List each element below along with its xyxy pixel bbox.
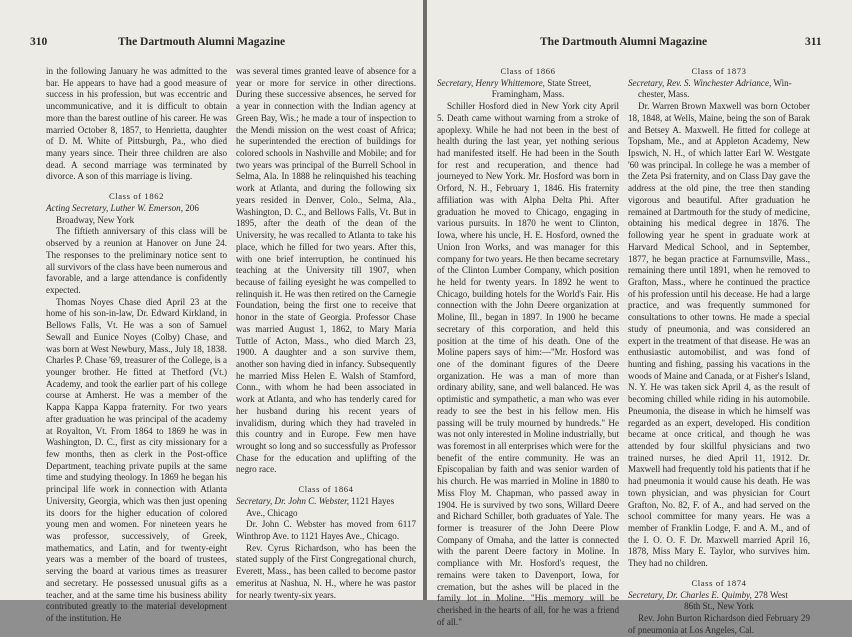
paragraph: Rev. Cyrus Richardson, who has been the stated supply of the First Congregational church, Everett, Mass., has been called to become pastor emeritus at Nashua, N. H., where he was pastor for nearly twenty-six years.	[236, 542, 416, 600]
secretary-line-1862	[46, 203, 227, 215]
paragraph: The fiftieth anniversary of this class will be observed by a reunion at Hanover on June 24. The responses to the preliminary notice sent to all survivors of the class have been numerous and favorable, and a large attendance is confidently expected.	[46, 226, 227, 295]
right-page	[427, 0, 852, 635]
paragraph: Schiller Hosford died in New York city April 5. Death came without warning from a stroke of apoplexy. While he had not been in the best of health during the last year, yet nothing serious had manifested itself. He had been in the South for rest and recuperation, and thence had journeyed to New York. Mr. Hosford was born in Orford, N. H., February 1, 1846. His fraternity affiliation was with Alpha Delta Phi. After graduation he moved to Chicago, engaging in various pursuits. In 1870 he went to Clinton, Iowa, where his uncle, H. E. Hosford, owned the Union Iron Works, and was manager for this company for two years. He then became secretary of the Clinton Lumber Company, which position he held for twenty years. In 1892 he went to Chicago, building hotels for the World's Fair. His connection with the John Deere organization at Moline, Ill., began in 1897. In 1900 he became secretary of this corporation, and held this position at the time of his death. One of the Moline papers says of him:—"Mr. Hosford was one of the dominant figures of the Deere organization. He was a man of more than ordinary ability, sane, and well balanced. He was optimistic and sympathetic, a man who was ever ready to see the best in his fellow men. His passing will be truly mourned by hundreds." He was not only interested in Moline industrially, but was foremost in all enterprises which were for the benefit of the entire community. He was an Episcopalian by faith and was senior warden of his church. He was married in Moline in 1880 to Miss Floy M. Chapman, who passed away in 1904. He is survived by two sons, Willard Deere and Richard Schiller, both graduates of Yale. The former is treasurer of the John Deere Plow Company of Omaha, and the latter is connected with the parent Deere factory in Moline. In compliance with Mr. Hosford's request, the remains were taken to Davenport, Iowa, for cremation, but the ashes will be placed in the family lot in Moline. "His memory will be cherished in the hearts of all, for he was a friend of all."	[437, 101, 619, 627]
right-column-2	[628, 66, 810, 637]
secretary-name: Acting Secretary, Luther W. Emerson,	[46, 202, 183, 213]
secretary-line-1873	[628, 78, 810, 90]
left-page	[0, 0, 423, 624]
left-column-2	[236, 66, 416, 601]
secretary-address: 278 West	[751, 589, 788, 600]
secretary-line-1864	[236, 496, 416, 508]
secretary-name: Secretary, Rev. S. Winchester Adriance,	[628, 77, 772, 88]
class-heading-1864: Class of 1864	[298, 484, 354, 495]
left-running-title: The Dartmouth Alumni Magazine	[118, 36, 286, 48]
secretary-address: 1121 Hayes	[349, 495, 395, 506]
secretary-address-line: Broadway, New York	[56, 214, 135, 225]
secretary-name: Secretary, Dr. Charles E. Quimby,	[628, 589, 752, 600]
class-heading-1862: Class of 1862	[108, 191, 165, 202]
secretary-name: Secretary, Dr. John C. Webster,	[236, 495, 349, 506]
secretary-address: State Street,	[544, 77, 592, 88]
class-heading-1873: Class of 1873	[691, 66, 747, 76]
secretary-address-line: Framingham, Mass.	[491, 89, 565, 100]
left-column-1	[46, 66, 227, 625]
secretary-name: Secretary, Henry Whittemore,	[437, 77, 545, 88]
paragraph: Dr. Warren Brown Maxwell was born October 18, 1848, at Wells, Maine, being the son of Barak and Betsey A. Maxwell. He fitted for college at Topsham, Me., and at Appleton Academy, New Ipswich, N. H., of which latter Earl W. Westgate '60 was principal. In college he was a member of the Zeta Psi fraternity, and on Class Day gave the address at the old pine, the tree then standing vigorous and beautiful. After graduation he remained at Dartmouth for the study of medicine, obtaining his medical degree in 1876. The following year he spent in graduate work at Harvard Medical School, and in September, 1877, he began practice at Farnumsville, Mass., remaining there until 1891, when he removed to Grafton, Mass., where he continued the practice of his profession until his decease. He had a large practice, and was frequently summoned for consultations to other towns. He made a special study of pneumonia, and was considered an expert in the treatment of that disease. He was an enthusiastic automobilist, and was fond of hunting and fishing, passing his vacations in the woods of Maine and Canada, or at Fisher's Island, N. Y. He was taken sick April 4, as the result of becoming chilled while riding in his automobile. Pneumonia, the disease in which he himself was regarded as an expert, developed. His condition became at once critical, and though he was attended by four skillful physicians and two trained nurses, he died April 11, 1912. Dr. Maxwell had frequently told his patients that if he had pneumonia it would cause his death. He was town physician, and was physician for Court Grafton, No. 82, F. of A., and had served on the school committee for many years. He was a member of Franklin Lodge, F. and A. M., and of the I. O. O. F. Dr. Maxwell married April 16, 1878, Miss Mary E. Taylor, who survives him. They had no children.	[628, 101, 810, 569]
left-page-number: 310	[30, 36, 48, 48]
secretary-address: 206	[182, 202, 199, 213]
secretary-address: Win-	[771, 77, 792, 88]
paragraph: Rev. John Burton Richardson died February 29 of pneumonia at Los Angeles, Cal.	[628, 613, 810, 635]
paragraph: in the following January he was admitted to the bar. He appears to have had a good measure of success in his profession, but was eccentric and uncommunicative, and it is difficult to obtain more than the barest outline of his career. He was married October 8, 1857, to Henrietta, daughter of D. M. White of Pittsburgh, Pa., who died many years since. Their three children are also dead. A second marriage was terminated by divorce. A son of this marriage is living.	[46, 66, 227, 182]
secretary-line-1874	[628, 590, 810, 602]
secretary-address-line: Ave., Chicago	[246, 507, 298, 518]
right-page-number: 311	[805, 36, 822, 48]
secretary-address-line: 86th St., New York	[684, 601, 754, 612]
secretary-address-line: chester, Mass.	[638, 89, 690, 100]
class-heading-1866: Class of 1866	[500, 66, 556, 76]
paragraph: was several times granted leave of absence for a year or more for service in other directions. During these successive absences, he served for a year in connection with the Indian agency at Green Bay, Wis.; he made a tour of inspection to the Mendi mission on the west coast of Africa; he superintended the erection of buildings for colored schools in Nashville and Mobile; and for two years was principal of the Burrell School in Selma, Ala. In 1888 he relinquished his teaching work at Atlanta, and during the following six years resided in Denver, Colo., Selma, Ala., Washington, D. C., and Bellows Falls, Vt. But in 1895, after the death of the dean of the University, he was recalled to Atlanta to take his place, which he filled for two years. After this, with one brief interruption, he continued his teaching at the University till 1907, when because of failing eyesight he was compelled to relinquish it. He was then retired on the Carnegie Foundation, being the first one to receive that honor in the state of Georgia. Professor Chase was married August 1, 1862, to Mary Maria Tuttle of Acton, Mass., who died March 23, 1900. A daughter and a son survive them, another son having died in infancy. Subsequently he married Miss Helen E. Walsh of Stamford, Conn., with whom he had been associated in work at Atlanta, and who has tenderly cared for her husband during his recent years of invalidism, during which they had traveled in this country and in Europe. Few men have wrought so long and so successfully as Professor Chase for the education and uplifting of the negro race.	[236, 66, 416, 475]
paragraph: Thomas Noyes Chase died April 23 at the home of his son-in-law, Dr. Edward Kirkland, in Bellows Falls, Vt. He was a son of Samuel Sewall and Eunice Noyes (Colby) Chase, and was born at West Newbury, Mass., July 18, 1838. Charles P. Chase '69, treasurer of the College, is a younger brother. He fitted at Thetford (Vt.) Academy, and took the earlier part of his college course at Amherst. He was a member of the Kappa Kappa Kappa fraternity. For two years after graduation he was principal of the academy at Royalton, Vt. From 1864 to 1869 he was in Washington, D. C., first as city missionary for a few months, then as clerk in the Post-office Department, teaching private pupils at the same time and studying theology. In 1869 he began his principal life work in connection with Atlanta University, Georgia, which was then just opening its doors for the higher education of colored young men and women. For nineteen years he was professor, successively, of Greek, mathematics, and Latin, and for twenty-eight years was a member of the board of trustees, serving the board at various times as treasurer and secretary. He possessed unusual gifts as a teacher, and at the same time his business ability contributed greatly to the material development of the institution. He	[46, 296, 227, 624]
right-running-title: The Dartmouth Alumni Magazine	[540, 36, 708, 48]
class-heading-1874: Class of 1874	[691, 577, 747, 588]
right-column-1	[437, 66, 619, 629]
secretary-line-1866	[437, 78, 619, 90]
paragraph: Dr. John C. Webster has moved from 6117 Winthrop Ave. to 1121 Hayes Ave., Chicago.	[236, 519, 416, 542]
